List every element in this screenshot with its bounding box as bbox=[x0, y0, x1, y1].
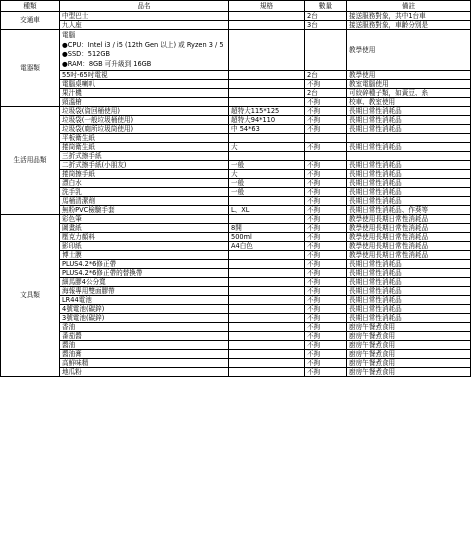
item-note: 接送服務對象，共中1台車 bbox=[347, 12, 471, 21]
header-item-name: 品名 bbox=[60, 1, 229, 12]
item-spec bbox=[229, 30, 305, 71]
item-name: 垃圾袋(廁所垃圾筒使用) bbox=[60, 125, 229, 134]
table-row bbox=[1, 314, 471, 323]
item-spec: L、XL bbox=[229, 206, 305, 215]
item-name: 捲筒擦手紙 bbox=[60, 170, 229, 179]
item-note: 教學使用 bbox=[347, 30, 471, 71]
table-row bbox=[1, 206, 471, 215]
item-name: 3號電池(碳鋅) bbox=[60, 314, 229, 323]
item-qty: 不拘 bbox=[305, 314, 347, 323]
table-row bbox=[1, 296, 471, 305]
item-qty: 不拘 bbox=[305, 116, 347, 125]
item-note: 長期日常性消耗品 bbox=[347, 170, 471, 179]
table-row bbox=[1, 278, 471, 287]
item-name: 博士膜 bbox=[60, 251, 229, 260]
table-row bbox=[1, 188, 471, 197]
item-qty: 不拘 bbox=[305, 260, 347, 269]
item-qty: 不拘 bbox=[305, 170, 347, 179]
table-row bbox=[1, 359, 471, 368]
item-note: 可絞碎種子類，如黃豆、糸 bbox=[347, 89, 471, 98]
item-name: 頸溫槍 bbox=[60, 98, 229, 107]
item-name: 三折式擦手紙 bbox=[60, 152, 229, 161]
item-qty bbox=[305, 134, 347, 143]
item-spec bbox=[229, 305, 305, 314]
item-qty: 2台 bbox=[305, 89, 347, 98]
item-note: 長期日常性消耗品 bbox=[347, 179, 471, 188]
table-row bbox=[1, 170, 471, 179]
item-name: 中型巴士 bbox=[60, 12, 229, 21]
item-name: 電腦桌喇叭 bbox=[60, 80, 229, 89]
item-spec bbox=[229, 260, 305, 269]
table-row bbox=[1, 30, 471, 71]
item-name: PLUS4.2*6修正帶 bbox=[60, 260, 229, 269]
header-note: 備註 bbox=[347, 1, 471, 12]
table-row bbox=[1, 80, 471, 89]
item-note: 教室電腦使用 bbox=[347, 80, 471, 89]
item-spec bbox=[229, 152, 305, 161]
item-note: 廚房午餐煮食用 bbox=[347, 350, 471, 359]
item-qty: 不拘 bbox=[305, 287, 347, 296]
item-spec: 超特大94*110 bbox=[229, 116, 305, 125]
item-name: LR44電池 bbox=[60, 296, 229, 305]
item-name: 馬桶清潔劑 bbox=[60, 197, 229, 206]
computer-line: ●CPU：Intel i3 / i5 (12th Gen 以上) 或 Ryzen 3 / 5 bbox=[62, 40, 224, 49]
table-row bbox=[1, 179, 471, 188]
item-note: 長期日常性消耗品 bbox=[347, 161, 471, 170]
item-qty: 不拘 bbox=[305, 179, 347, 188]
item-note: 長期日常性消耗品 bbox=[347, 125, 471, 134]
item-note: 長期日常性消耗品、作葵等 bbox=[347, 206, 471, 215]
item-qty: 不拘 bbox=[305, 242, 347, 251]
item-note: 校車、教室使用 bbox=[347, 98, 471, 107]
item-name: 壓克力顏料 bbox=[60, 233, 229, 242]
item-spec: 中 54*63 bbox=[229, 125, 305, 134]
item-note: 長期日常性消耗品 bbox=[347, 269, 471, 278]
item-note: 長期日常性消耗品 bbox=[347, 287, 471, 296]
item-qty: 不拘 bbox=[305, 206, 347, 215]
item-note: 教學使用 bbox=[347, 71, 471, 80]
item-spec: 大 bbox=[229, 170, 305, 179]
item-note: 長期日常性消耗品 bbox=[347, 260, 471, 269]
item-spec bbox=[229, 359, 305, 368]
item-qty bbox=[305, 30, 347, 71]
table-row bbox=[1, 242, 471, 251]
item-note: 長期日常性消耗品 bbox=[347, 188, 471, 197]
item-note: 教學使用長期日常性消耗品 bbox=[347, 224, 471, 233]
item-qty: 不拘 bbox=[305, 80, 347, 89]
item-spec bbox=[229, 12, 305, 21]
category-transport: 交通車 bbox=[1, 12, 60, 30]
item-spec bbox=[229, 368, 305, 377]
item-spec: 8開 bbox=[229, 224, 305, 233]
table-row bbox=[1, 269, 471, 278]
item-qty: 不拘 bbox=[305, 215, 347, 224]
item-note: 廚房午餐煮食用 bbox=[347, 332, 471, 341]
table-row bbox=[1, 305, 471, 314]
item-qty: 不拘 bbox=[305, 296, 347, 305]
table-row bbox=[1, 21, 471, 30]
item-name: 地瓜粉 bbox=[60, 368, 229, 377]
header-quantity: 數量 bbox=[305, 1, 347, 12]
item-name: 無粉PVC檢驗手套 bbox=[60, 206, 229, 215]
item-qty: 不拘 bbox=[305, 107, 347, 116]
item-name: 醬油 bbox=[60, 341, 229, 350]
computer-line: ●SSD：512GB bbox=[62, 50, 111, 59]
item-name: 醬油膏 bbox=[60, 350, 229, 359]
item-note bbox=[347, 134, 471, 143]
item-note: 教學使用長期日常性消耗品 bbox=[347, 215, 471, 224]
table-row bbox=[1, 233, 471, 242]
table-row bbox=[1, 98, 471, 107]
item-spec bbox=[229, 98, 305, 107]
table-row bbox=[1, 341, 471, 350]
item-note: 教學使用長期日常性消耗品 bbox=[347, 251, 471, 260]
item-note: 廚房午餐煮食用 bbox=[347, 323, 471, 332]
item-spec bbox=[229, 251, 305, 260]
item-name: 捲筒衛生紙 bbox=[60, 143, 229, 152]
table-row bbox=[1, 134, 471, 143]
item-note: 接送服務對象，車齡分別是 bbox=[347, 21, 471, 30]
item-qty: 2台 bbox=[305, 12, 347, 21]
item-note: 廚房午餐煮食用 bbox=[347, 368, 471, 377]
item-qty: 不拘 bbox=[305, 188, 347, 197]
item-spec bbox=[229, 296, 305, 305]
table-row bbox=[1, 125, 471, 134]
item-name: 九人座 bbox=[60, 21, 229, 30]
item-name: 漂白水 bbox=[60, 179, 229, 188]
item-qty: 不拘 bbox=[305, 323, 347, 332]
item-qty: 不拘 bbox=[305, 368, 347, 377]
computer-line: 電腦 bbox=[62, 31, 76, 39]
item-name: 4號電池(碳鋅) bbox=[60, 305, 229, 314]
table-row bbox=[1, 116, 471, 125]
item-spec bbox=[229, 215, 305, 224]
item-spec bbox=[229, 21, 305, 30]
item-qty: 不拘 bbox=[305, 269, 347, 278]
item-spec: 一般 bbox=[229, 179, 305, 188]
table-row bbox=[1, 143, 471, 152]
item-note: 長期日常性消耗品 bbox=[347, 116, 471, 125]
item-qty: 不拘 bbox=[305, 341, 347, 350]
table-row bbox=[1, 350, 471, 359]
item-note: 廚房午餐煮食用 bbox=[347, 341, 471, 350]
item-qty: 不拘 bbox=[305, 143, 347, 152]
item-spec bbox=[229, 323, 305, 332]
item-spec bbox=[229, 71, 305, 80]
item-qty: 不拘 bbox=[305, 332, 347, 341]
item-qty: 3台 bbox=[305, 21, 347, 30]
header-spec: 規格 bbox=[229, 1, 305, 12]
item-spec bbox=[229, 287, 305, 296]
item-qty: 不拘 bbox=[305, 161, 347, 170]
table-row bbox=[1, 12, 471, 21]
item-spec: 一般 bbox=[229, 161, 305, 170]
item-qty: 不拘 bbox=[305, 359, 347, 368]
computer-item-spec-block bbox=[60, 30, 229, 71]
item-name: 垃圾袋(資回桶使用) bbox=[60, 107, 229, 116]
item-spec bbox=[229, 332, 305, 341]
category-living-supplies: 生活用品類 bbox=[1, 107, 60, 215]
item-spec: 500ml bbox=[229, 233, 305, 242]
item-note: 長期日常性消耗品 bbox=[347, 107, 471, 116]
item-spec bbox=[229, 278, 305, 287]
item-qty bbox=[305, 152, 347, 161]
computer-line: ●RAM：8GB 可升級到 16GB bbox=[62, 59, 152, 68]
table-row bbox=[1, 71, 471, 80]
table-row bbox=[1, 323, 471, 332]
item-spec bbox=[229, 134, 305, 143]
item-note: 長期日常性消耗品 bbox=[347, 143, 471, 152]
table-header-row bbox=[1, 1, 471, 12]
item-note: 長期日常性消耗品 bbox=[347, 296, 471, 305]
item-note: 長期日常性消耗品 bbox=[347, 197, 471, 206]
item-spec bbox=[229, 269, 305, 278]
item-note: 長期日常性消耗品 bbox=[347, 305, 471, 314]
item-note bbox=[347, 152, 471, 161]
item-name: 番茄醬 bbox=[60, 332, 229, 341]
item-qty: 不拘 bbox=[305, 125, 347, 134]
item-qty: 不拘 bbox=[305, 233, 347, 242]
item-qty: 不拘 bbox=[305, 350, 347, 359]
item-name: 平板衛生紙 bbox=[60, 134, 229, 143]
item-qty: 不拘 bbox=[305, 224, 347, 233]
table-row bbox=[1, 224, 471, 233]
category-stationery: 文具類 bbox=[1, 215, 60, 377]
item-spec bbox=[229, 89, 305, 98]
item-name: 影印紙 bbox=[60, 242, 229, 251]
item-name: PLUS4.2*6修正帶的替換帶 bbox=[60, 269, 229, 278]
category-electronics: 電器類 bbox=[1, 30, 60, 107]
item-spec: 一般 bbox=[229, 188, 305, 197]
table-row bbox=[1, 215, 471, 224]
item-note: 長期日常性消耗品 bbox=[347, 278, 471, 287]
item-spec: 大 bbox=[229, 143, 305, 152]
header-category: 種類 bbox=[1, 1, 60, 12]
item-qty: 不拘 bbox=[305, 305, 347, 314]
item-spec bbox=[229, 197, 305, 206]
item-qty: 不拘 bbox=[305, 197, 347, 206]
item-name: 垃圾袋(一般垃圾桶使用) bbox=[60, 116, 229, 125]
item-name: 圖畫紙 bbox=[60, 224, 229, 233]
item-name: 彩色筆 bbox=[60, 215, 229, 224]
item-qty: 2台 bbox=[305, 71, 347, 80]
item-qty: 不拘 bbox=[305, 98, 347, 107]
table-row bbox=[1, 251, 471, 260]
item-note: 教學使用長期日常性消耗品 bbox=[347, 242, 471, 251]
item-note: 教學使用長期日常性消耗品 bbox=[347, 233, 471, 242]
item-spec bbox=[229, 80, 305, 89]
item-name: 香油 bbox=[60, 323, 229, 332]
item-spec bbox=[229, 341, 305, 350]
item-note: 廚房午餐煮食用 bbox=[347, 359, 471, 368]
table-row bbox=[1, 332, 471, 341]
item-note: 長期日常性消耗品 bbox=[347, 314, 471, 323]
item-name: 洗手乳 bbox=[60, 188, 229, 197]
item-name: 55吋-65吋電視 bbox=[60, 71, 229, 80]
item-spec bbox=[229, 350, 305, 359]
table-row bbox=[1, 152, 471, 161]
table-row bbox=[1, 161, 471, 170]
item-name: 果汁機 bbox=[60, 89, 229, 98]
table-row bbox=[1, 368, 471, 377]
table-row bbox=[1, 107, 471, 116]
item-spec: 超特大115*125 bbox=[229, 107, 305, 116]
item-qty: 不拘 bbox=[305, 251, 347, 260]
table-row bbox=[1, 89, 471, 98]
table-row bbox=[1, 197, 471, 206]
item-name: 海報專用雙面膠帶 bbox=[60, 287, 229, 296]
item-name: 二折式擦手紙(小朋友) bbox=[60, 161, 229, 170]
item-spec bbox=[229, 314, 305, 323]
item-qty: 不拘 bbox=[305, 278, 347, 287]
table-row bbox=[1, 260, 471, 269]
item-spec: A4白色 bbox=[229, 242, 305, 251]
item-name: 細馬膠4公分寬 bbox=[60, 278, 229, 287]
table-row bbox=[1, 287, 471, 296]
item-name: 高鮮味精 bbox=[60, 359, 229, 368]
